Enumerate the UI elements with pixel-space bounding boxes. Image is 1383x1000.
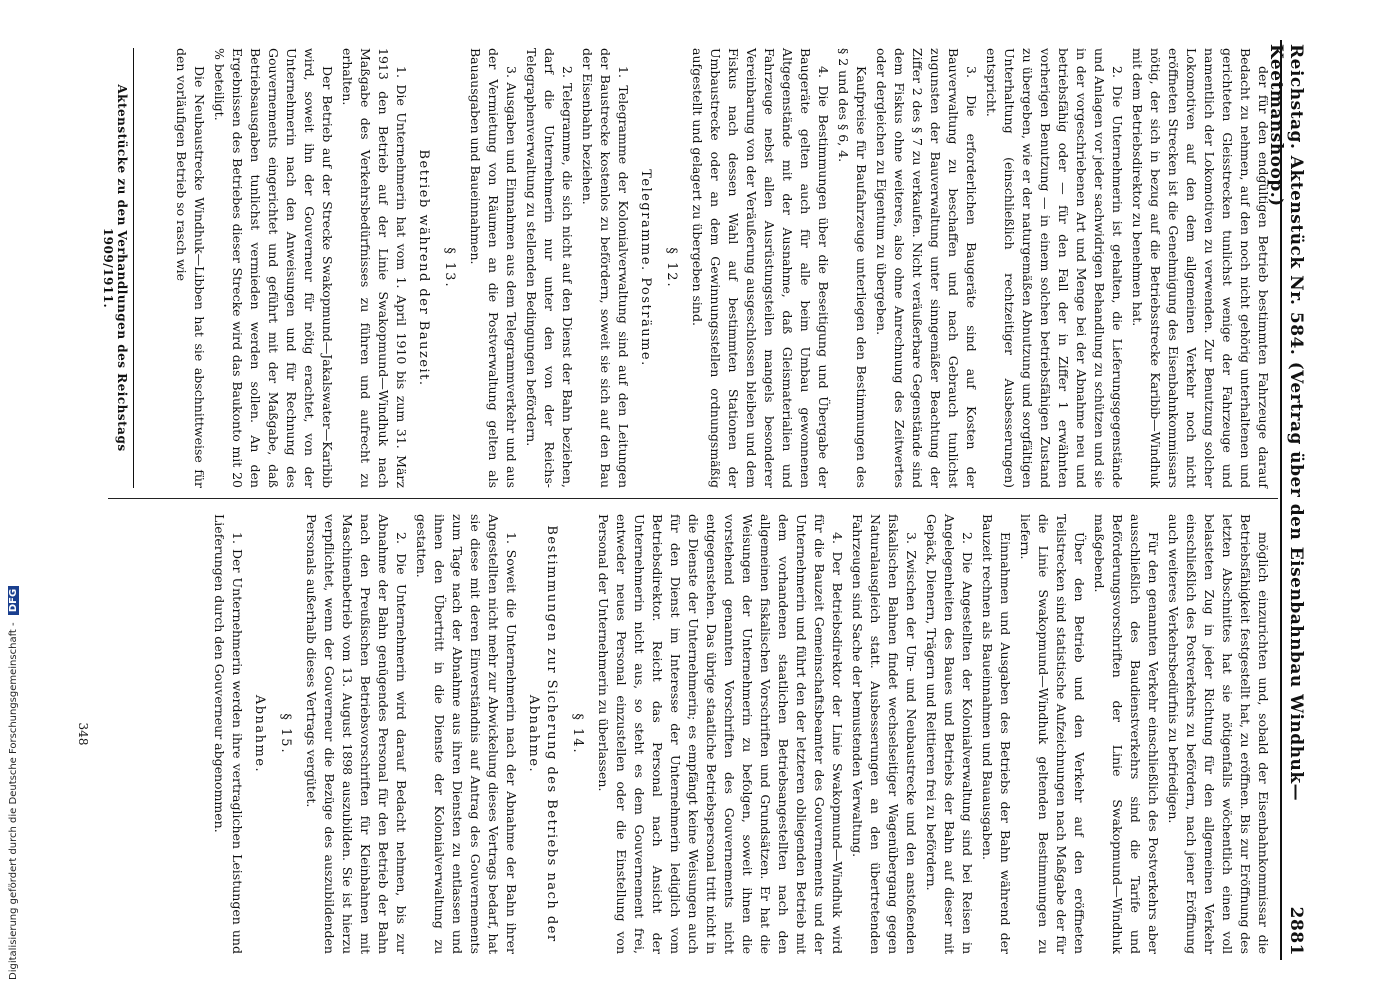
page-number: 2881	[1286, 906, 1306, 956]
page-header-title: Reichstag. Aktenstück Nr. 584. (Vertrag über den Eisenbahnbau Windhuk—Keetmanshoop.)	[1266, 44, 1306, 802]
section-heading-15: Abnahme.	[252, 694, 267, 774]
section-number-15: § 15.	[278, 713, 293, 755]
paragraph: 1. Der Unternehmerin werden ihre vertraglichen Leistungen und Lieferungen durch den Gouverneur abgenommen.	[212, 514, 245, 954]
section-number-14: § 14.	[570, 713, 585, 755]
paragraph: 4. Der Betriebsdirektor der Linie Swakopmund—Windhuk wird für die Bauzeit Gemeinschaftsbeamter des Gouvernements und der Unternehmerin und führt den der letzteren obliegenden Betrieb mit dem vorhandenen staatlichen Betriebsangestellten nach den allgemeinen fiskalischen Vorschriften und Grundsätzen. Er hat die Weisungen der Unternehmerin zu befolgen, soweit ihnen die vorstehend genannten Vorschriften des Gouvernements nicht entgegenstehen. Das übrige staatliche Betriebspersonal tritt nicht in die Dienste der Unternehmerin; es empfängt keine Weisungen auch für den Dienst im Interesse der Unternehmerin lediglich vom Betriebsdirektor. Reicht das Personal nach Ansicht der Unternehmerin nicht aus, so steht es dem Gouvernement frei, entweder neues Personal einzustellen oder die Einstellung von Personal der Unternehmerin zu überlassen.	[596, 514, 845, 954]
digitization-credit	[8, 0, 19, 980]
paragraph: 3. Ausgaben und Einnahmen aus dem Telegrammverkehr und aus der Vermietung von Räumen an die Postverwaltung gelten als Bauausgaben und Baueinnahmen.	[468, 48, 519, 488]
paragraph: 2. Die Angestellten der Kolonialverwaltung sind bei Reisen in Angelegenheiten des Baues und Betriebs der Bahn auf dieser mit Gepäck, Dienern, Trägern und Reittieren frei zu befördern.	[924, 514, 975, 954]
left-column	[170, 48, 1272, 488]
paragraph: Für den genannten Verkehr einschließlich des Postverkehrs aber ausschließlich des Baudienstverkehrs sind die Tarife und Beförderungsvorschriften der Linie Swakopmund—Windhuk maßgebend.	[1092, 514, 1161, 954]
paragraph: Einnahmen und Ausgaben des Betriebs der Bahn während der Bauzeit rechnen als Baueinnahmen und Bauausgaben.	[980, 514, 1013, 954]
paragraph: Der Betrieb auf der Strecke Swakopmund—Jakalswater—Karibib wird, soweit ihn der Gouverneur für nötig erachtet, von der Unternehmerin nach den Anweisungen und für Rechnung des Gouvernements eingerichtet und geführt mit der Maßgabe, daß Betriebsausgaben tunlichst vermieden werden sollen. An den Ergebnissen des Betriebes dieser Strecke wird das Baukonto mit 20 % beteiligt.	[212, 48, 335, 488]
paragraph: 2. Telegramme, die sich nicht auf den Dienst der Bahn beziehen, darf die Unternehmerin nur unter den von der Reichs-Telegraphenverwaltung zu stellenden Bedingungen befördern.	[524, 48, 575, 488]
paragraph: 4. Die Bestimmungen über die Beseitigung und Übergabe der Baugeräte gelten auch für alle beim Umbau gewonnenen Altgegenstände mit der Ausnahme, daß Gleismaterialien und Fahrzeuge nebst allen Ausrüstungsteilen mangels besonderer Vereinbarung von der Veräußerung ausgeschlossen bleiben und dem Fiskus nach dessen Wahl auf bestimmten Stationen der Umbaustrecke oder an dem Gewinnungsstellen ordnungsmäßig aufgestellt und gelagert zu übergeben sind.	[690, 48, 831, 488]
paragraph: 1. Die Unternehmerin hat vom 1. April 1910 bis zum 31. März 1913 den Betrieb auf der Linie Swakopmund—Windhuk nach Maßgabe des Verkehrsbedürfnisses zu führen und aufrecht zu erhalten.	[340, 48, 409, 488]
paragraph: 2. Die Unternehmerin ist gehalten, die Lieferungsgegenstände und Anlagen vor jeder sachwidrigen Behandlung zu schützen und sie in der vorgeschriebenen Art und Menge bei der Abnahme neu und betriebsfähig oder — für den Fall der in Ziffer 1 erwähnten vorherigen Benutzung — in einem solchen betriebsfähigen Zustand zu übergeben, wie er der naturgemäßen Abnutzung und sorgfältigen Unterhaltung (einschließlich rechtzeitiger Ausbesserungen) entspricht.	[984, 48, 1125, 488]
paragraph: 1. Telegramme der Kolonialverwaltung sind auf den Leitungen der Baustrecke kostenlos zu befördern, soweit sie sich auf den Bau der Eisenbahn beziehen.	[580, 48, 631, 488]
credit-text: Digitalisierung gefördert durch die Deutsche Forschungsgemeinschaft -	[8, 622, 19, 980]
paragraph: Die Neubaustrecke Windhuk—Libben hat sie abschnittweise für den vorläufigen Betrieb so rasch wie	[174, 48, 207, 488]
section-heading-13: Betrieb während der Bauzeit.	[416, 149, 431, 387]
section-heading-12: Telegramme. Posträume.	[638, 169, 653, 367]
right-column	[208, 514, 1272, 954]
section-heading-14: Bestimmungen zur Sicherung des Betriebs nach der Abnahme.	[526, 525, 559, 943]
paragraph: 2. Die Unternehmerin wird darauf Bedacht nehmen, bis zur Abnahme der Bahn genügendes Personal für den Betrieb der Bahn nach den Preußischen Betriebsvorschriften für Kleinbahnen mit Maschinenbetrieb vom 13. August 1898 auszubilden. Sie ist hierzu verpflichtet, wenn der Gouverneur die Bezüge des auszubildenden Personals außerhalb dieses Vertrags vergütet.	[304, 514, 409, 954]
paragraph: 3. Zwischen der Um- und Neubaustrecke und den anstoßenden fiskalischen Bahnen findet wechselseitiger Wagenübergang gegen Naturalausgleich statt. Ausbesserungen an den übertretenden Fahrzeugen sind Sache der bemustenden Verwaltung.	[850, 514, 919, 954]
rotated-document-page	[52, 40, 1312, 960]
paragraph: der für den endgültigen Betrieb bestimmten Fahrzeuge darauf Bedacht zu nehmen, auf den noch nicht gehörig unterhaltenen und gerichteten Gleisstrecken tunlichst wenige der Fahrzeuge und namentlich der Lokomotiven zu verwenden. Zur Benutzung solcher Lokomotiven auf den dem allgemeinen Verkehr noch nicht eröffneten Strecken ist die Genehmigung des Eisenbahnkommissars nötig, der sich in bezug auf die Betriebsstrecke Karibib—Windhuk mit dem Betriebsdirektor zu benehmen hat.	[1130, 48, 1271, 488]
paragraph: Über den Betrieb und den Verkehr auf den eröffneten Teilstrecken sind statistische Aufzeichnungen nach Maßgabe der für die Linie Swakopmund—Windhuk geltenden Bestimmungen zu liefern.	[1018, 514, 1087, 954]
section-number-12: § 12.	[664, 247, 679, 289]
section-number-13: § 13.	[442, 247, 457, 289]
page-footer: Aktenstücke zu den Verhandlungen des Reichstags 1909/1911.	[101, 48, 134, 488]
paragraph: möglich einzurichten und, sobald der Eisenbahnkommissar die Betriebsfähigkeit festgestellt hat, zu eröffnen. Bis zur Eröffnung des letzten Abschnittes hat sie nötigenfalls wöchentlich einen voll belasteten Zug in jeder Richtung für den allgemeinen Verkehr einschließlich des Postverkehrs zu befördern, nach jener Eröffnung auch weiteres Verkehrsbedürfnis zu befriedigen.	[1166, 514, 1271, 954]
paragraph: 1. Soweit die Unternehmerin nach der Abnahme der Bahn ihrer Angestellten nicht mehr zur Abwickelung dieses Vertrags bedarf, hat sie diese mit deren Einverständnis auf Antrag des Gouvernements zum Tage nach der Abnahme aus ihren Diensten zu entlassen und ihnen den Übertritt in die Dienste der Kolonialverwaltung zu gestatten.	[414, 514, 519, 954]
paragraph: 3. Die erforderlichen Baugeräte sind auf Kosten der Bauverwaltung zu beschaffen und nach Gebrauch tunlichst zugunsten der Bauverwaltung unter sinngemäßer Beachtung der Ziffer 2 des § 7 zu verkaufen. Nicht veräußerbare Gegenstände sind dem Fiskus ohne weiteres, also ohne Anrechnung des Zeitwertes oder dergleichen zu Eigentum zu übergeben.	[874, 48, 979, 488]
page-header	[1266, 40, 1312, 960]
paragraph: Kaufpreise für Baufahrzeuge unterliegen den Bestimmungen des § 2 und des § 6, 4.	[836, 48, 869, 488]
dfg-logo: DFG	[8, 586, 19, 615]
folio-number: 348	[76, 722, 90, 746]
column-divider	[108, 498, 1278, 499]
